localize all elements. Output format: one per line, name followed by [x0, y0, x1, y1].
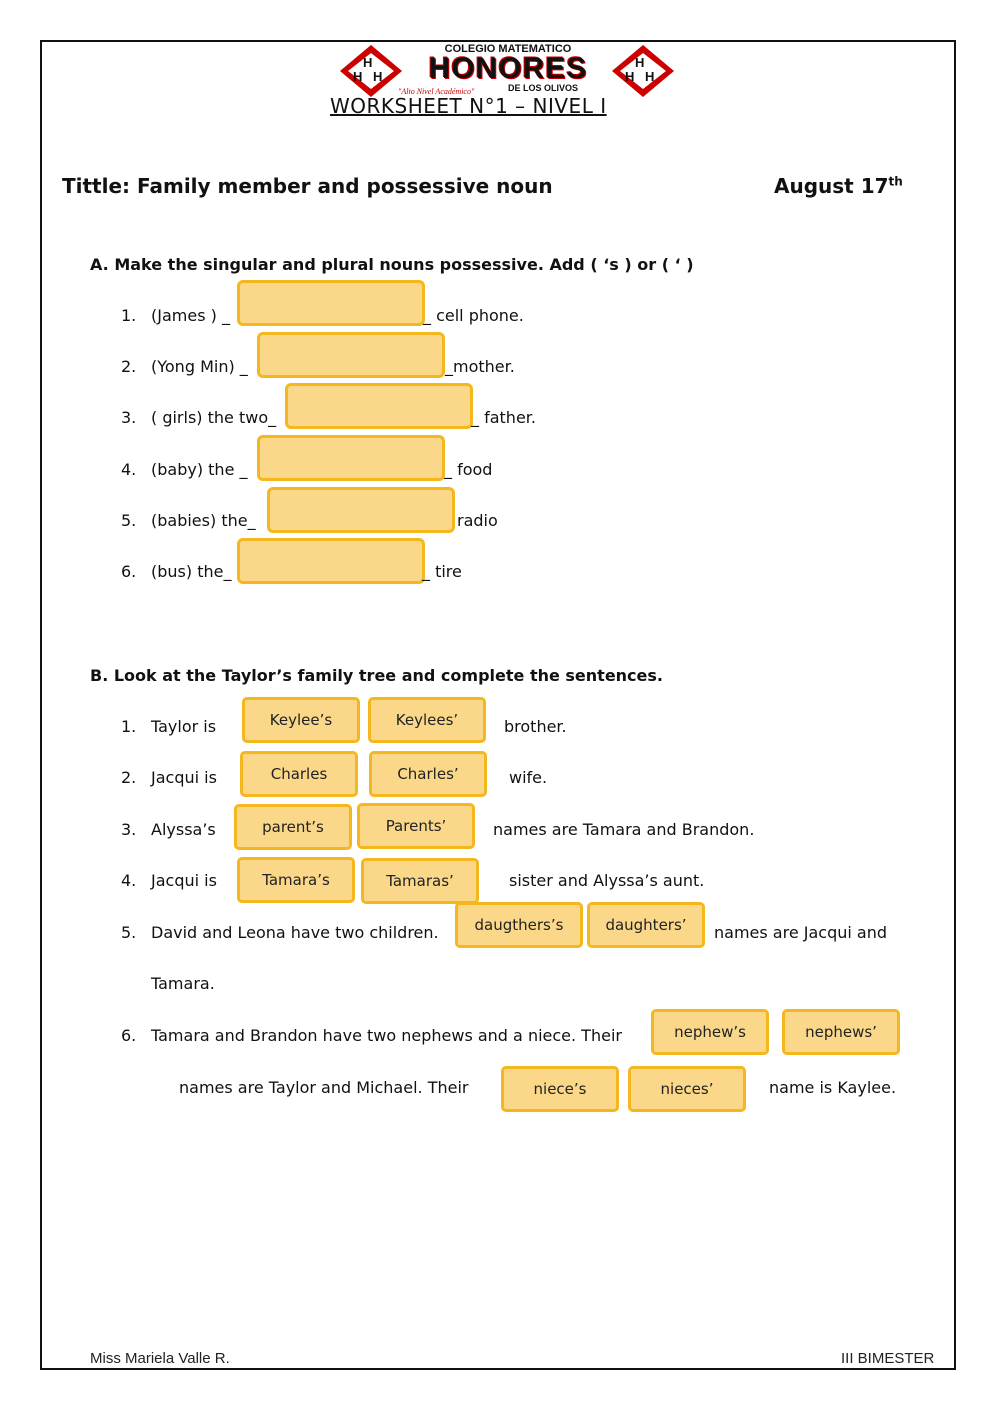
- footer-term: III BIMESTER: [841, 1350, 935, 1367]
- b-item-2-number: 2.: [121, 768, 137, 787]
- b-item-3-before: Alyssa’s: [151, 820, 216, 839]
- b-item-5-option-2[interactable]: daughters’: [587, 902, 705, 948]
- svg-text:H: H: [625, 69, 635, 84]
- svg-text:H: H: [353, 69, 363, 84]
- a-item-2-before: (Yong Min) _: [151, 357, 248, 376]
- logo-sub-text: DE LOS OLIVOS: [507, 83, 578, 93]
- logo-emblem-left-icon: [338, 43, 404, 99]
- a-item-4-answer-box[interactable]: [257, 435, 445, 481]
- b-item-2-after: wife.: [509, 768, 548, 787]
- a-item-2-after: _mother.: [445, 357, 515, 376]
- a-item-6-before: (bus) the_: [151, 562, 232, 581]
- b-item-3-number: 3.: [121, 820, 137, 839]
- a-item-4-number: 4.: [121, 460, 137, 479]
- a-item-3-answer-box[interactable]: [285, 383, 473, 429]
- b-item-6-before: Tamara and Brandon have two nephews and a niece. Their: [151, 1026, 622, 1045]
- a-item-2-answer-box[interactable]: [257, 332, 445, 378]
- b-item-1-before: Taylor is: [151, 717, 217, 736]
- b-item-5-option-1[interactable]: daugthers’s: [455, 902, 583, 948]
- b-item-6-option-2[interactable]: nephews’: [782, 1009, 900, 1055]
- svg-text:H: H: [363, 55, 373, 70]
- b-item-5-after: names are Jacqui and: [714, 923, 888, 942]
- b-item-6-line2-before: names are Taylor and Michael. Their: [179, 1078, 469, 1097]
- worksheet-title: WORKSHEET N°1 – NIVEL I: [330, 94, 607, 118]
- section-a-heading: A. Make the singular and plural nouns possessive. Add ( ‘s ) or ( ‘ ): [90, 255, 694, 274]
- date-text: August 17: [774, 174, 889, 198]
- b-item-2-option-2[interactable]: Charles’: [369, 751, 487, 797]
- b-item-5-number: 5.: [121, 923, 137, 942]
- document-title: Tittle: Family member and possessive noun: [62, 174, 553, 198]
- b-item-5-continuation: Tamara.: [151, 974, 215, 993]
- svg-text:H: H: [373, 69, 383, 84]
- logo-wordmark: [408, 43, 608, 93]
- a-item-1-after: _ cell phone.: [423, 306, 524, 325]
- logo-motto: "Alto Nivel Académico": [398, 87, 475, 96]
- b-item-1-option-2[interactable]: Keylees’: [368, 697, 486, 743]
- footer-teacher: Miss Mariela Valle R.: [90, 1350, 230, 1367]
- a-item-1-number: 1.: [121, 306, 137, 325]
- a-item-3-number: 3.: [121, 408, 137, 427]
- b-item-1-option-1[interactable]: Keylee’s: [242, 697, 360, 743]
- b-item-2-option-1[interactable]: Charles: [240, 751, 358, 797]
- b-item-6-option-4[interactable]: nieces’: [628, 1066, 746, 1112]
- logo-top-text: COLEGIO MATEMATICO: [444, 43, 572, 55]
- date-suffix: th: [888, 174, 903, 189]
- b-item-6-option-3[interactable]: niece’s: [501, 1066, 619, 1112]
- a-item-6-after: _ tire: [422, 562, 462, 581]
- b-item-3-option-2[interactable]: Parents’: [357, 803, 475, 849]
- document-date: [774, 174, 903, 198]
- a-item-4-after: _ food: [444, 460, 493, 479]
- b-item-4-before: Jacqui is: [151, 871, 217, 890]
- b-item-5-before: David and Leona have two children.: [151, 923, 439, 942]
- b-item-4-number: 4.: [121, 871, 137, 890]
- a-item-5-number: 5.: [121, 511, 137, 530]
- a-item-3-before: ( girls) the two_: [151, 408, 277, 427]
- page-frame: [40, 40, 956, 1370]
- b-item-6-number: 6.: [121, 1026, 137, 1045]
- a-item-5-after: radio: [457, 511, 498, 530]
- b-item-3-after: names are Tamara and Brandon.: [493, 820, 755, 839]
- b-item-1-number: 1.: [121, 717, 137, 736]
- logo-main-text: HONORES: [428, 52, 588, 85]
- section-b-heading: B. Look at the Taylor’s family tree and complete the sentences.: [90, 666, 663, 685]
- svg-text:H: H: [635, 55, 645, 70]
- b-item-2-before: Jacqui is: [151, 768, 217, 787]
- school-logo: [338, 43, 678, 99]
- b-item-6-line2-after: name is Kaylee.: [769, 1078, 897, 1097]
- logo-emblem-right-icon: [610, 43, 676, 99]
- b-item-6-option-1[interactable]: nephew’s: [651, 1009, 769, 1055]
- b-item-4-option-1[interactable]: Tamara’s: [237, 857, 355, 903]
- b-item-3-option-1[interactable]: parent’s: [234, 804, 352, 850]
- b-item-4-option-2[interactable]: Tamaras’: [361, 858, 479, 904]
- a-item-6-answer-box[interactable]: [237, 538, 425, 584]
- b-item-1-after: brother.: [504, 717, 567, 736]
- b-item-4-after: sister and Alyssa’s aunt.: [509, 871, 705, 890]
- a-item-1-answer-box[interactable]: [237, 280, 425, 326]
- a-item-3-after: _ father.: [471, 408, 536, 427]
- a-item-4-before: (baby) the _: [151, 460, 248, 479]
- a-item-5-answer-box[interactable]: [267, 487, 455, 533]
- a-item-5-before: (babies) the_: [151, 511, 256, 530]
- a-item-6-number: 6.: [121, 562, 137, 581]
- a-item-2-number: 2.: [121, 357, 137, 376]
- a-item-1-before: (James ) _: [151, 306, 230, 325]
- svg-text:H: H: [645, 69, 655, 84]
